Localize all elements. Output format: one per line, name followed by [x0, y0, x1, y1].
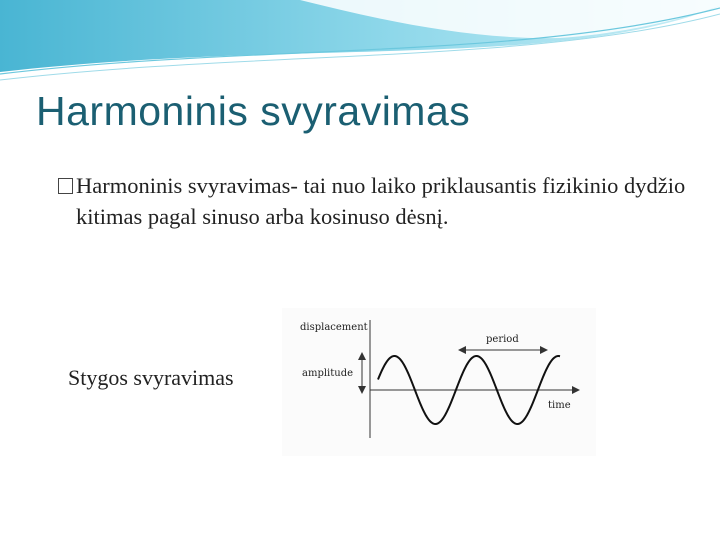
header-swoosh-decoration	[0, 0, 720, 90]
figure-caption: Stygos svyravimas	[68, 365, 234, 390]
bullet-marker-icon	[58, 178, 73, 194]
slide-title: Harmoninis svyravimas	[36, 88, 471, 134]
label-amplitude: amplitude	[302, 368, 354, 379]
label-time: time	[548, 400, 571, 411]
bullet-paragraph	[58, 170, 686, 232]
label-period: period	[486, 334, 519, 345]
bullet-text: Harmoninis svyravimas- tai nuo laiko priklausantis fizikinio dydžio kitimas pagal sinuso arba kosinuso dėsnį.	[76, 173, 686, 229]
label-displacement: displacement	[300, 322, 368, 333]
wave-diagram	[282, 308, 596, 456]
